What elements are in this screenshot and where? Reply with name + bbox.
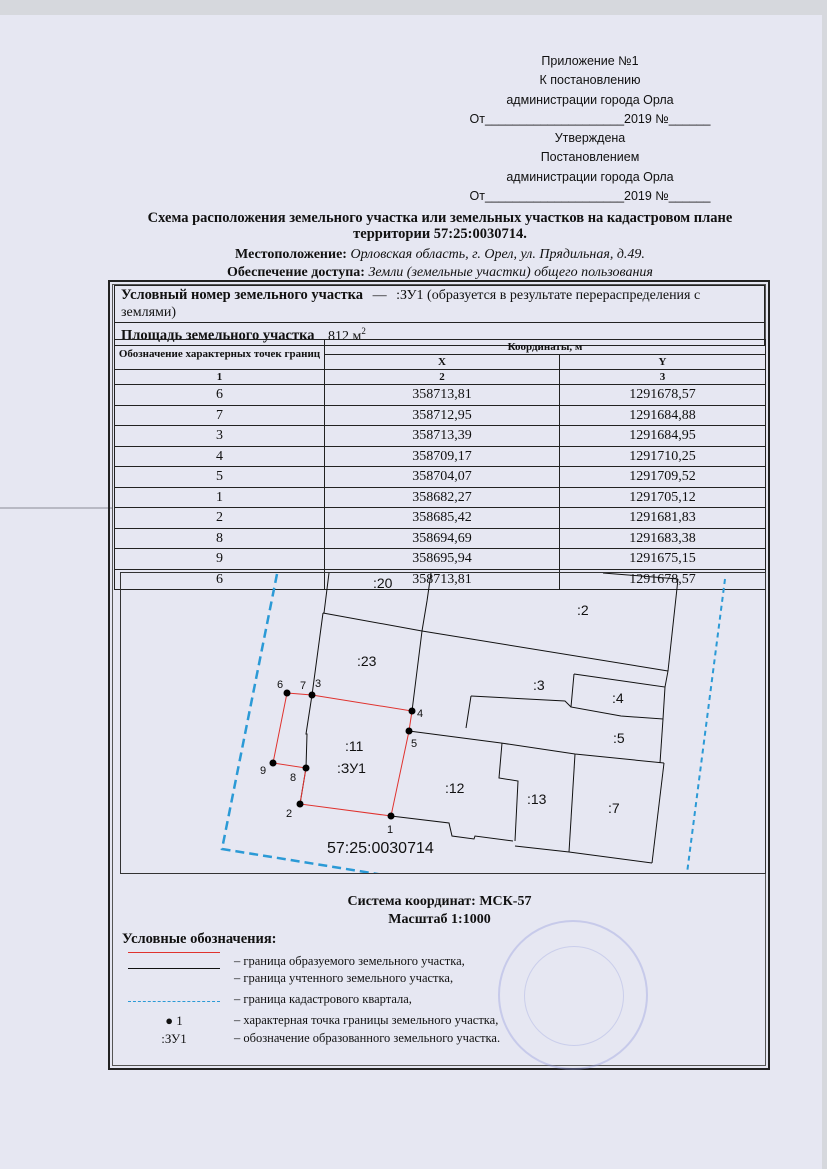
boundary-20-right bbox=[422, 573, 431, 631]
parcel-label-11: :11 bbox=[345, 738, 364, 754]
cell-x: 358685,42 bbox=[325, 508, 560, 529]
cell-y: 1291710,25 bbox=[560, 446, 766, 467]
cadastral-map bbox=[120, 572, 766, 874]
boundary-3-right bbox=[665, 671, 668, 687]
parcel-label-5: :5 bbox=[613, 730, 625, 746]
col-header-coordinates: Координаты, м bbox=[325, 340, 766, 355]
cell-y: 1291683,38 bbox=[560, 528, 766, 549]
cell-point: 1 bbox=[115, 487, 325, 508]
column-index-row bbox=[115, 370, 766, 385]
legend-item-quarter-boundary bbox=[128, 992, 728, 1010]
table-row bbox=[115, 467, 766, 488]
location-value: Орловская область, г. Орел, ул. Прядильная, д.49. bbox=[350, 247, 645, 262]
map-scale: Масштаб 1:1000 bbox=[388, 912, 491, 927]
new-parcel-boundary bbox=[273, 693, 412, 816]
parcel-label-13: :13 bbox=[527, 791, 547, 807]
legend-item-point bbox=[128, 1013, 728, 1031]
parcel-label-zu1: :ЗУ1 bbox=[337, 760, 366, 776]
cell-x: 358694,69 bbox=[325, 528, 560, 549]
cell-point: 9 bbox=[115, 549, 325, 570]
parcel-number-label: Условный номер земельного участка bbox=[121, 287, 364, 303]
coordinate-system: Система координат: МСК-57 bbox=[347, 894, 532, 909]
boundary-7-bottom bbox=[569, 852, 652, 863]
parcel-label-12: :12 bbox=[445, 780, 465, 796]
point-2-marker bbox=[297, 801, 304, 808]
point-8-marker bbox=[303, 765, 310, 772]
legend-point-number: 1 bbox=[176, 1013, 183, 1028]
legend-parcel-label: :ЗУ1 bbox=[161, 1031, 187, 1046]
point-label-2: 2 bbox=[286, 808, 293, 820]
title-line-2: территории 57:25:0030714. bbox=[353, 226, 527, 242]
point-label-6: 6 bbox=[277, 679, 284, 691]
header-line-to-resolution: К постановлению bbox=[539, 73, 641, 88]
point-dot-icon: ● bbox=[165, 1013, 174, 1028]
parcel-number-dash: — bbox=[372, 288, 387, 303]
point-7-3-marker bbox=[309, 692, 316, 699]
parcel-label-7: :7 bbox=[608, 800, 620, 816]
cell-x: 358713,81 bbox=[325, 385, 560, 406]
existing-parcel-boundaries bbox=[300, 573, 678, 863]
location-line bbox=[100, 246, 780, 264]
col-header-x: X bbox=[325, 355, 560, 370]
table-row bbox=[115, 528, 766, 549]
parcel-label-23: :23 bbox=[357, 653, 377, 669]
parcel-label-3: :3 bbox=[533, 677, 545, 693]
coordinate-system-block bbox=[114, 893, 765, 929]
col-index-3: 3 bbox=[560, 370, 766, 385]
legend-item-label bbox=[128, 1031, 728, 1049]
point-label-7: 7 bbox=[300, 680, 307, 692]
cell-point: 6 bbox=[115, 569, 325, 590]
header-line-approved: Утверждена bbox=[554, 131, 626, 146]
cell-y: 1291678,57 bbox=[560, 385, 766, 406]
boundary-5-7-bottom bbox=[409, 731, 664, 763]
boundary-13-bottom bbox=[515, 846, 569, 852]
document-title bbox=[100, 210, 780, 242]
boundary-13-7 bbox=[569, 754, 575, 852]
col-index-1: 1 bbox=[115, 370, 325, 385]
black-line-icon bbox=[128, 968, 220, 987]
table-row bbox=[115, 446, 766, 467]
cell-x: 358682,27 bbox=[325, 487, 560, 508]
table-row bbox=[115, 508, 766, 529]
cell-x: 358712,95 bbox=[325, 405, 560, 426]
boundary-7-right bbox=[652, 763, 664, 863]
legend-title: Условные обозначения: bbox=[122, 931, 277, 947]
cell-point: 6 bbox=[115, 385, 325, 406]
cell-point: 4 bbox=[115, 446, 325, 467]
legend-text: – граница учтенного земельного участка, bbox=[234, 971, 454, 985]
cell-y: 1291709,52 bbox=[560, 467, 766, 488]
header-line-appendix: Приложение №1 bbox=[541, 54, 639, 68]
boundary-5-left bbox=[466, 696, 471, 728]
quarter-label: 57:25:0030714 bbox=[327, 840, 434, 857]
cell-point: 7 bbox=[115, 405, 325, 426]
cell-y: 1291705,12 bbox=[560, 487, 766, 508]
parcel-info-table bbox=[114, 285, 765, 346]
point-label-8: 8 bbox=[290, 772, 297, 784]
scan-artifact-line bbox=[0, 507, 113, 509]
boundary-23-left bbox=[300, 613, 323, 804]
boundary-points bbox=[270, 690, 416, 820]
point-label-1: 1 bbox=[387, 824, 394, 836]
table-row bbox=[115, 405, 766, 426]
legend-text: – граница кадастрового квартала, bbox=[234, 992, 412, 1006]
cell-x: 358704,07 bbox=[325, 467, 560, 488]
location-block bbox=[100, 246, 780, 282]
point-label-3: 3 bbox=[315, 678, 322, 690]
table-row bbox=[115, 426, 766, 447]
approval-header bbox=[440, 52, 740, 206]
col-header-y: Y bbox=[560, 355, 766, 370]
cell-x: 358713,39 bbox=[325, 426, 560, 447]
cell-y: 1291684,95 bbox=[560, 426, 766, 447]
cell-x: 358695,94 bbox=[325, 549, 560, 570]
legend-text: – граница образуемого земельного участка, bbox=[234, 954, 465, 968]
boundary-20-23 bbox=[323, 613, 422, 631]
col-index-2: 2 bbox=[325, 370, 560, 385]
location-label: Местоположение: bbox=[235, 247, 347, 262]
parcel-label-4: :4 bbox=[612, 690, 624, 706]
boundary-23-right bbox=[412, 631, 422, 711]
boundary-2-3 bbox=[422, 631, 668, 671]
coordinates-table bbox=[114, 339, 766, 590]
parcel-label-20: :20 bbox=[373, 575, 393, 591]
table-row bbox=[115, 549, 766, 570]
table-row bbox=[115, 487, 766, 508]
boundary-20-left bbox=[323, 573, 329, 613]
header-line-resolution: Постановлением bbox=[540, 150, 640, 165]
access-label: Обеспечение доступа: bbox=[227, 265, 365, 280]
point-label-9: 9 bbox=[260, 765, 267, 777]
point-5-marker bbox=[406, 728, 413, 735]
cell-point: 5 bbox=[115, 467, 325, 488]
point-label-5: 5 bbox=[411, 738, 418, 750]
parcel-area-value: 812 м bbox=[327, 328, 362, 344]
boundary-5-right bbox=[660, 719, 663, 763]
cell-y: 1291684,88 bbox=[560, 405, 766, 426]
header-line-administration: администрации города Орла bbox=[506, 92, 674, 107]
legend-item-existing-boundary bbox=[128, 971, 728, 989]
map-svg bbox=[120, 572, 766, 874]
col-header-point: Обозначение характерных точек границ bbox=[115, 340, 325, 370]
legend-text: – характерная точка границы земельного участка, bbox=[234, 1013, 499, 1027]
quarter-boundary-right bbox=[686, 579, 725, 874]
cell-point: 8 bbox=[115, 528, 325, 549]
access-value: Земли (земельные участки) общего пользования bbox=[368, 265, 653, 280]
boundary-2-right bbox=[668, 579, 678, 671]
point-1-marker bbox=[388, 813, 395, 820]
boundary-5-top bbox=[471, 696, 571, 707]
cell-x: 358709,17 bbox=[325, 446, 560, 467]
header-line-date-number-2: От____________________2019 №______ bbox=[469, 189, 711, 204]
cell-x: 358713,81 bbox=[325, 569, 560, 590]
parcel-label-2: :2 bbox=[577, 602, 589, 618]
parcel-number-value: :ЗУ1 (образуется в результате перераспределения с землями) bbox=[121, 288, 701, 320]
point-6-marker bbox=[284, 690, 291, 697]
parcel-number-row bbox=[115, 286, 765, 323]
cell-y: 1291675,15 bbox=[560, 549, 766, 570]
cell-point: 3 bbox=[115, 426, 325, 447]
cell-y: 1291681,83 bbox=[560, 508, 766, 529]
header-line-date-number: От____________________2019 №______ bbox=[469, 111, 711, 126]
header-line-administration-2: администрации города Орла bbox=[506, 169, 674, 184]
area-unit-superscript: 2 bbox=[361, 326, 366, 336]
table-row bbox=[115, 385, 766, 406]
point-9-marker bbox=[270, 760, 277, 767]
point-label-4: 4 bbox=[417, 708, 424, 720]
cell-y: 1291678,57 bbox=[560, 569, 766, 590]
parcel-area-label: Площадь земельного участка bbox=[121, 327, 315, 344]
boundary-13-left bbox=[499, 743, 518, 841]
point-4-marker bbox=[409, 708, 416, 715]
boundary-2-top bbox=[603, 573, 678, 579]
boundary-12-bottom bbox=[391, 816, 513, 841]
title-line-1: Схема расположения земельного участка или земельных участков на кадастровом плане bbox=[147, 210, 733, 226]
cell-point: 2 bbox=[115, 508, 325, 529]
legend-text: – обозначение образованного земельного участка. bbox=[234, 1031, 501, 1045]
